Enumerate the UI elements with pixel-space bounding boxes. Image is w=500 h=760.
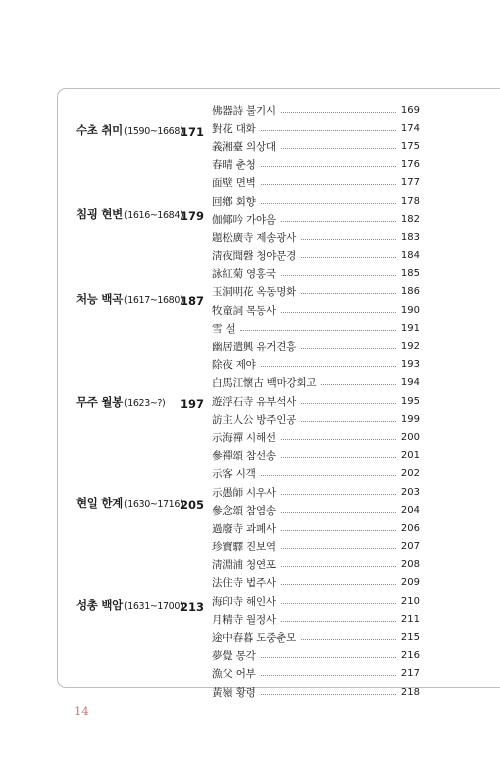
entry-page: 183 <box>400 231 420 243</box>
entry-page: 174 <box>400 122 420 134</box>
entry-title: 回鄕 회향 <box>212 195 256 208</box>
entry-page: 186 <box>400 286 420 298</box>
entry-title: 月精寺 월정사 <box>212 613 276 626</box>
entry-title: 詠紅菊 영홍국 <box>212 268 276 281</box>
toc-entry <box>212 556 420 574</box>
dot-leader <box>321 384 396 385</box>
entry-title: 白馬江懷古 백마강회고 <box>212 377 317 390</box>
entry-page: 215 <box>400 632 420 644</box>
toc-entry <box>212 610 420 628</box>
author-page: 197 <box>179 397 204 411</box>
entry-title: 淸淵浦 청연포 <box>212 559 276 572</box>
author-page: 187 <box>179 294 204 308</box>
toc-entry <box>212 538 420 556</box>
entry-page: 177 <box>400 177 420 189</box>
entry-title: 示海禪 시해선 <box>212 431 276 444</box>
toc-entry <box>212 519 420 537</box>
page-number: 14 <box>74 704 89 718</box>
dot-leader <box>281 512 396 513</box>
entry-title: 訪主人公 방주인공 <box>212 413 297 426</box>
entry-page: 207 <box>400 541 420 553</box>
toc-entry <box>212 410 420 428</box>
toc-entry <box>212 228 420 246</box>
toc-entry <box>212 119 420 137</box>
entry-title: 途中春暮 도중춘모 <box>212 632 297 645</box>
author-name: 무주 월봉 <box>76 395 123 409</box>
toc-entry <box>212 501 420 519</box>
entry-title: 伽倻吟 가야음 <box>212 213 276 226</box>
dot-leader <box>261 366 396 367</box>
toc-entry <box>212 374 420 392</box>
entry-page: 192 <box>400 341 420 353</box>
dot-leader <box>301 257 396 258</box>
entry-page: 206 <box>400 522 420 534</box>
dot-leader <box>261 203 396 204</box>
author-name: 수초 취미 <box>76 123 123 137</box>
entry-page: 211 <box>400 613 420 625</box>
toc-entry <box>212 247 420 265</box>
author-name: 처능 백곡 <box>76 292 123 306</box>
entry-page: 176 <box>400 159 420 171</box>
entry-title: 示愚師 시우사 <box>212 486 276 499</box>
entry-title: 玉洞明花 옥동명화 <box>212 286 297 299</box>
entry-title: 海印寺 해인사 <box>212 595 276 608</box>
author-page: 171 <box>179 125 204 139</box>
toc-entry <box>212 647 420 665</box>
entry-title: 漁父 어부 <box>212 668 256 681</box>
dot-leader <box>301 239 396 240</box>
entry-page: 208 <box>400 559 420 571</box>
toc-entry <box>212 392 420 410</box>
entry-page: 209 <box>400 577 420 589</box>
dot-leader <box>240 330 396 331</box>
toc-entry <box>212 137 420 155</box>
entry-page: 190 <box>400 304 420 316</box>
entry-title: 幽居遣興 유거견흥 <box>212 341 297 354</box>
dot-leader <box>261 166 396 167</box>
entry-title: 面壁 면벽 <box>212 177 256 190</box>
toc-entry <box>212 192 420 210</box>
entry-title: 參禪頌 참선송 <box>212 450 276 463</box>
entry-page: 202 <box>400 468 420 480</box>
entry-page: 178 <box>400 195 420 207</box>
entry-title: 佛器詩 불기시 <box>212 104 276 117</box>
entry-page: 184 <box>400 250 420 262</box>
entry-page: 216 <box>400 650 420 662</box>
author-page: 205 <box>179 498 204 512</box>
entry-title: 淸夜聞磬 청야문경 <box>212 250 297 263</box>
toc-entry <box>212 283 420 301</box>
toc-entry <box>212 483 420 501</box>
entry-title: 義湘臺 의상대 <box>212 140 276 153</box>
toc-entry <box>212 465 420 483</box>
dot-leader <box>281 621 396 622</box>
author-name: 성총 백암 <box>76 598 123 612</box>
dot-leader <box>281 566 396 567</box>
toc-entry <box>212 301 420 319</box>
entry-title: 參念頌 참염송 <box>212 504 276 517</box>
author-dates: (1616~1684) <box>123 210 184 221</box>
entry-page: 199 <box>400 413 420 425</box>
entry-title: 除夜 제야 <box>212 359 256 372</box>
entry-title: 牧童詞 목동사 <box>212 304 276 317</box>
dot-leader <box>281 603 396 604</box>
entry-page: 169 <box>400 104 420 116</box>
toc-entry <box>212 665 420 683</box>
entry-page: 204 <box>400 504 420 516</box>
author-dates: (1631~1700) <box>123 601 184 612</box>
entry-page: 203 <box>400 486 420 498</box>
author-dates: (1617~1680) <box>123 295 184 306</box>
dot-leader <box>301 403 396 404</box>
entry-page: 195 <box>400 395 420 407</box>
entry-page: 182 <box>400 213 420 225</box>
entry-title: 法住寺 법주사 <box>212 577 276 590</box>
author-name: 현일 한계 <box>76 496 123 510</box>
dot-leader <box>281 548 396 549</box>
entry-title: 對花 대화 <box>212 122 256 135</box>
entry-title: 示客 시객 <box>212 468 256 481</box>
entry-page: 194 <box>400 377 420 389</box>
toc-entry <box>212 174 420 192</box>
toc-entry <box>212 101 420 119</box>
dot-leader <box>261 675 396 676</box>
dot-leader <box>281 584 396 585</box>
entry-page: 210 <box>400 595 420 607</box>
toc-entry <box>212 628 420 646</box>
entry-page: 193 <box>400 359 420 371</box>
dot-leader <box>281 148 396 149</box>
dot-leader <box>261 184 396 185</box>
dot-leader <box>301 639 396 640</box>
entry-page: 191 <box>400 322 420 334</box>
author-name: 침굉 현변 <box>76 207 123 221</box>
dot-leader <box>261 694 396 695</box>
author-page: 179 <box>179 209 204 223</box>
toc-entry <box>212 265 420 283</box>
dot-leader <box>281 457 396 458</box>
toc-entry <box>212 683 420 701</box>
dot-leader <box>281 275 396 276</box>
dot-leader <box>261 657 396 658</box>
entry-title: 過廢寺 과폐사 <box>212 522 276 535</box>
toc-entry <box>212 337 420 355</box>
dot-leader <box>261 130 396 131</box>
toc-entry <box>212 428 420 446</box>
entry-page: 201 <box>400 450 420 462</box>
author-dates: (1623~?) <box>123 398 166 409</box>
dot-leader <box>301 348 396 349</box>
toc-entry <box>212 356 420 374</box>
entry-title: 遊浮石寺 유부석사 <box>212 395 297 408</box>
toc-entry <box>212 319 420 337</box>
toc-entry <box>212 574 420 592</box>
dot-leader <box>281 494 396 495</box>
entry-page: 217 <box>400 668 420 680</box>
toc-entry <box>212 447 420 465</box>
dot-leader <box>301 421 396 422</box>
entry-page: 175 <box>400 140 420 152</box>
entry-title: 雪 설 <box>212 322 236 335</box>
toc-entry <box>212 156 420 174</box>
toc-entry <box>212 592 420 610</box>
dot-leader <box>281 221 396 222</box>
entry-page: 218 <box>400 686 420 698</box>
entry-title: 夢覺 몽각 <box>212 650 256 663</box>
dot-leader <box>281 312 396 313</box>
entry-title: 珍寶驛 진보역 <box>212 541 276 554</box>
author-dates: (1630~1716) <box>123 499 184 510</box>
dot-leader <box>281 112 396 113</box>
entry-title: 黃嶺 황령 <box>212 686 256 699</box>
entry-page: 200 <box>400 431 420 443</box>
entry-title: 題松廣寺 제송광사 <box>212 231 297 244</box>
author-dates: (1590~1668) <box>123 126 184 137</box>
author-page: 213 <box>179 600 204 614</box>
dot-leader <box>261 475 396 476</box>
dot-leader <box>301 293 396 294</box>
toc-entry <box>212 210 420 228</box>
entry-title: 春晴 춘청 <box>212 159 256 172</box>
entry-page: 185 <box>400 268 420 280</box>
poem-list <box>212 101 420 701</box>
dot-leader <box>281 530 396 531</box>
dot-leader <box>281 439 396 440</box>
